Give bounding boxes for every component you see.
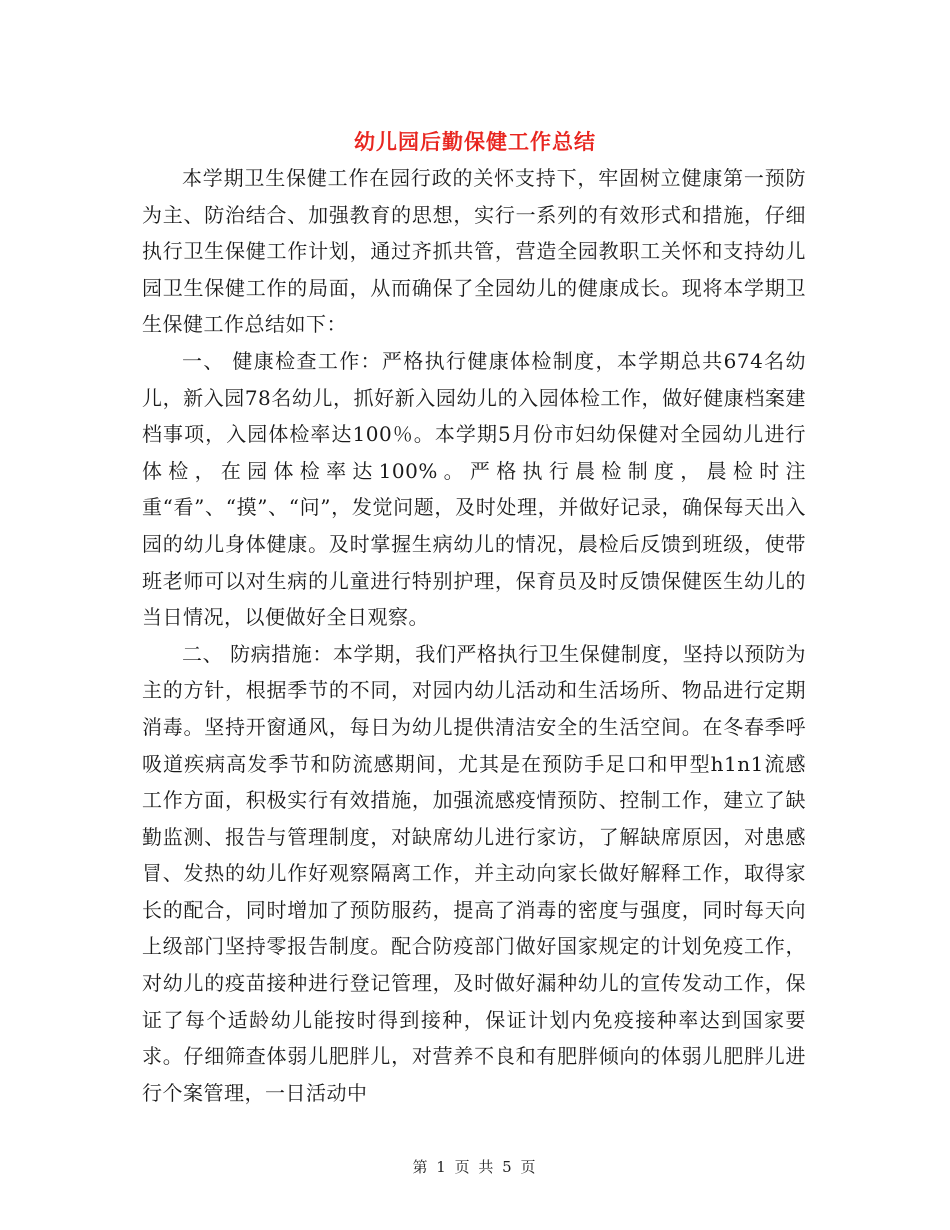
document-title: 幼儿园后勤保健工作总结 [354,130,596,155]
document-body [142,160,806,1111]
paragraph-intro: 本学期卫生保健工作在园行政的关怀支持下，牢固树立健康第一预防为主、防治结合、加强教育的思想，实行一系列的有效形式和措施，仔细执行卫生保健工作计划，通过齐抓共管，营造全园教职工关怀和支持幼儿园卫生保健工作的局面，从而确保了全园幼儿的健康成长。现将本学期卫生保健工作总结如下： [142,166,806,337]
paragraph-disease-prevention: 二、 防病措施：本学期，我们严格执行卫生保健制度，坚持以预防为主的方针，根据季节的不同，对园内幼儿活动和生活场所、物品进行定期消毒。坚持开窗通风，每日为幼儿提供清洁安全的生活空间。在冬春季呼吸道疾病高发季节和防流感期间，尤其是在预防手足口和甲型h1n1流感工作方面，积极实行有效措施，加强流感疫情预防、控制工作，建立了缺勤监测、报告与管理制度，对缺席幼儿进行家访，了解缺席原因，对患感冒、发热的幼儿作好观察隔离工作，并主动向家长做好解释工作，取得家长的配合，同时增加了预防服药，提高了消毒的密度与强度，同时每天向上级部门坚持零报告制度。配合防疫部门做好国家规定的计划免疫工作，对幼儿的疫苗接种进行登记管理，及时做好漏种幼儿的宣传发动工作，保证了每个适龄幼儿能按时得到接种，保证计划内免疫接种率达到国家要求。仔细筛查体弱儿肥胖儿，对营养不良和有肥胖倾向的体弱儿肥胖儿进行个案管理，一日活动中 [142,641,806,1105]
page-number-footer: 第 1 页 共 5 页 [412,1158,538,1176]
paragraph-health-check: 一、 健康检查工作：严格执行健康体检制度，本学期总共674名幼儿，新入园78名幼儿，抓好新入园幼儿的入园体检工作，做好健康档案建档事项，入园体检率达100％。本学期5月份市妇幼保健对全园幼儿进行体检，在园体检率达100%。严格执行晨检制度，晨检时注重“看”、“摸”、“问”，发觉问题，及时处理，并做好记录，确保每天出入园的幼儿身体健康。及时掌握生病幼儿的情况，晨检后反馈到班级，使带班老师可以对生病的儿童进行特别护理，保育员及时反馈保健医生幼儿的当日情况，以便做好全日观察。 [142,348,806,630]
